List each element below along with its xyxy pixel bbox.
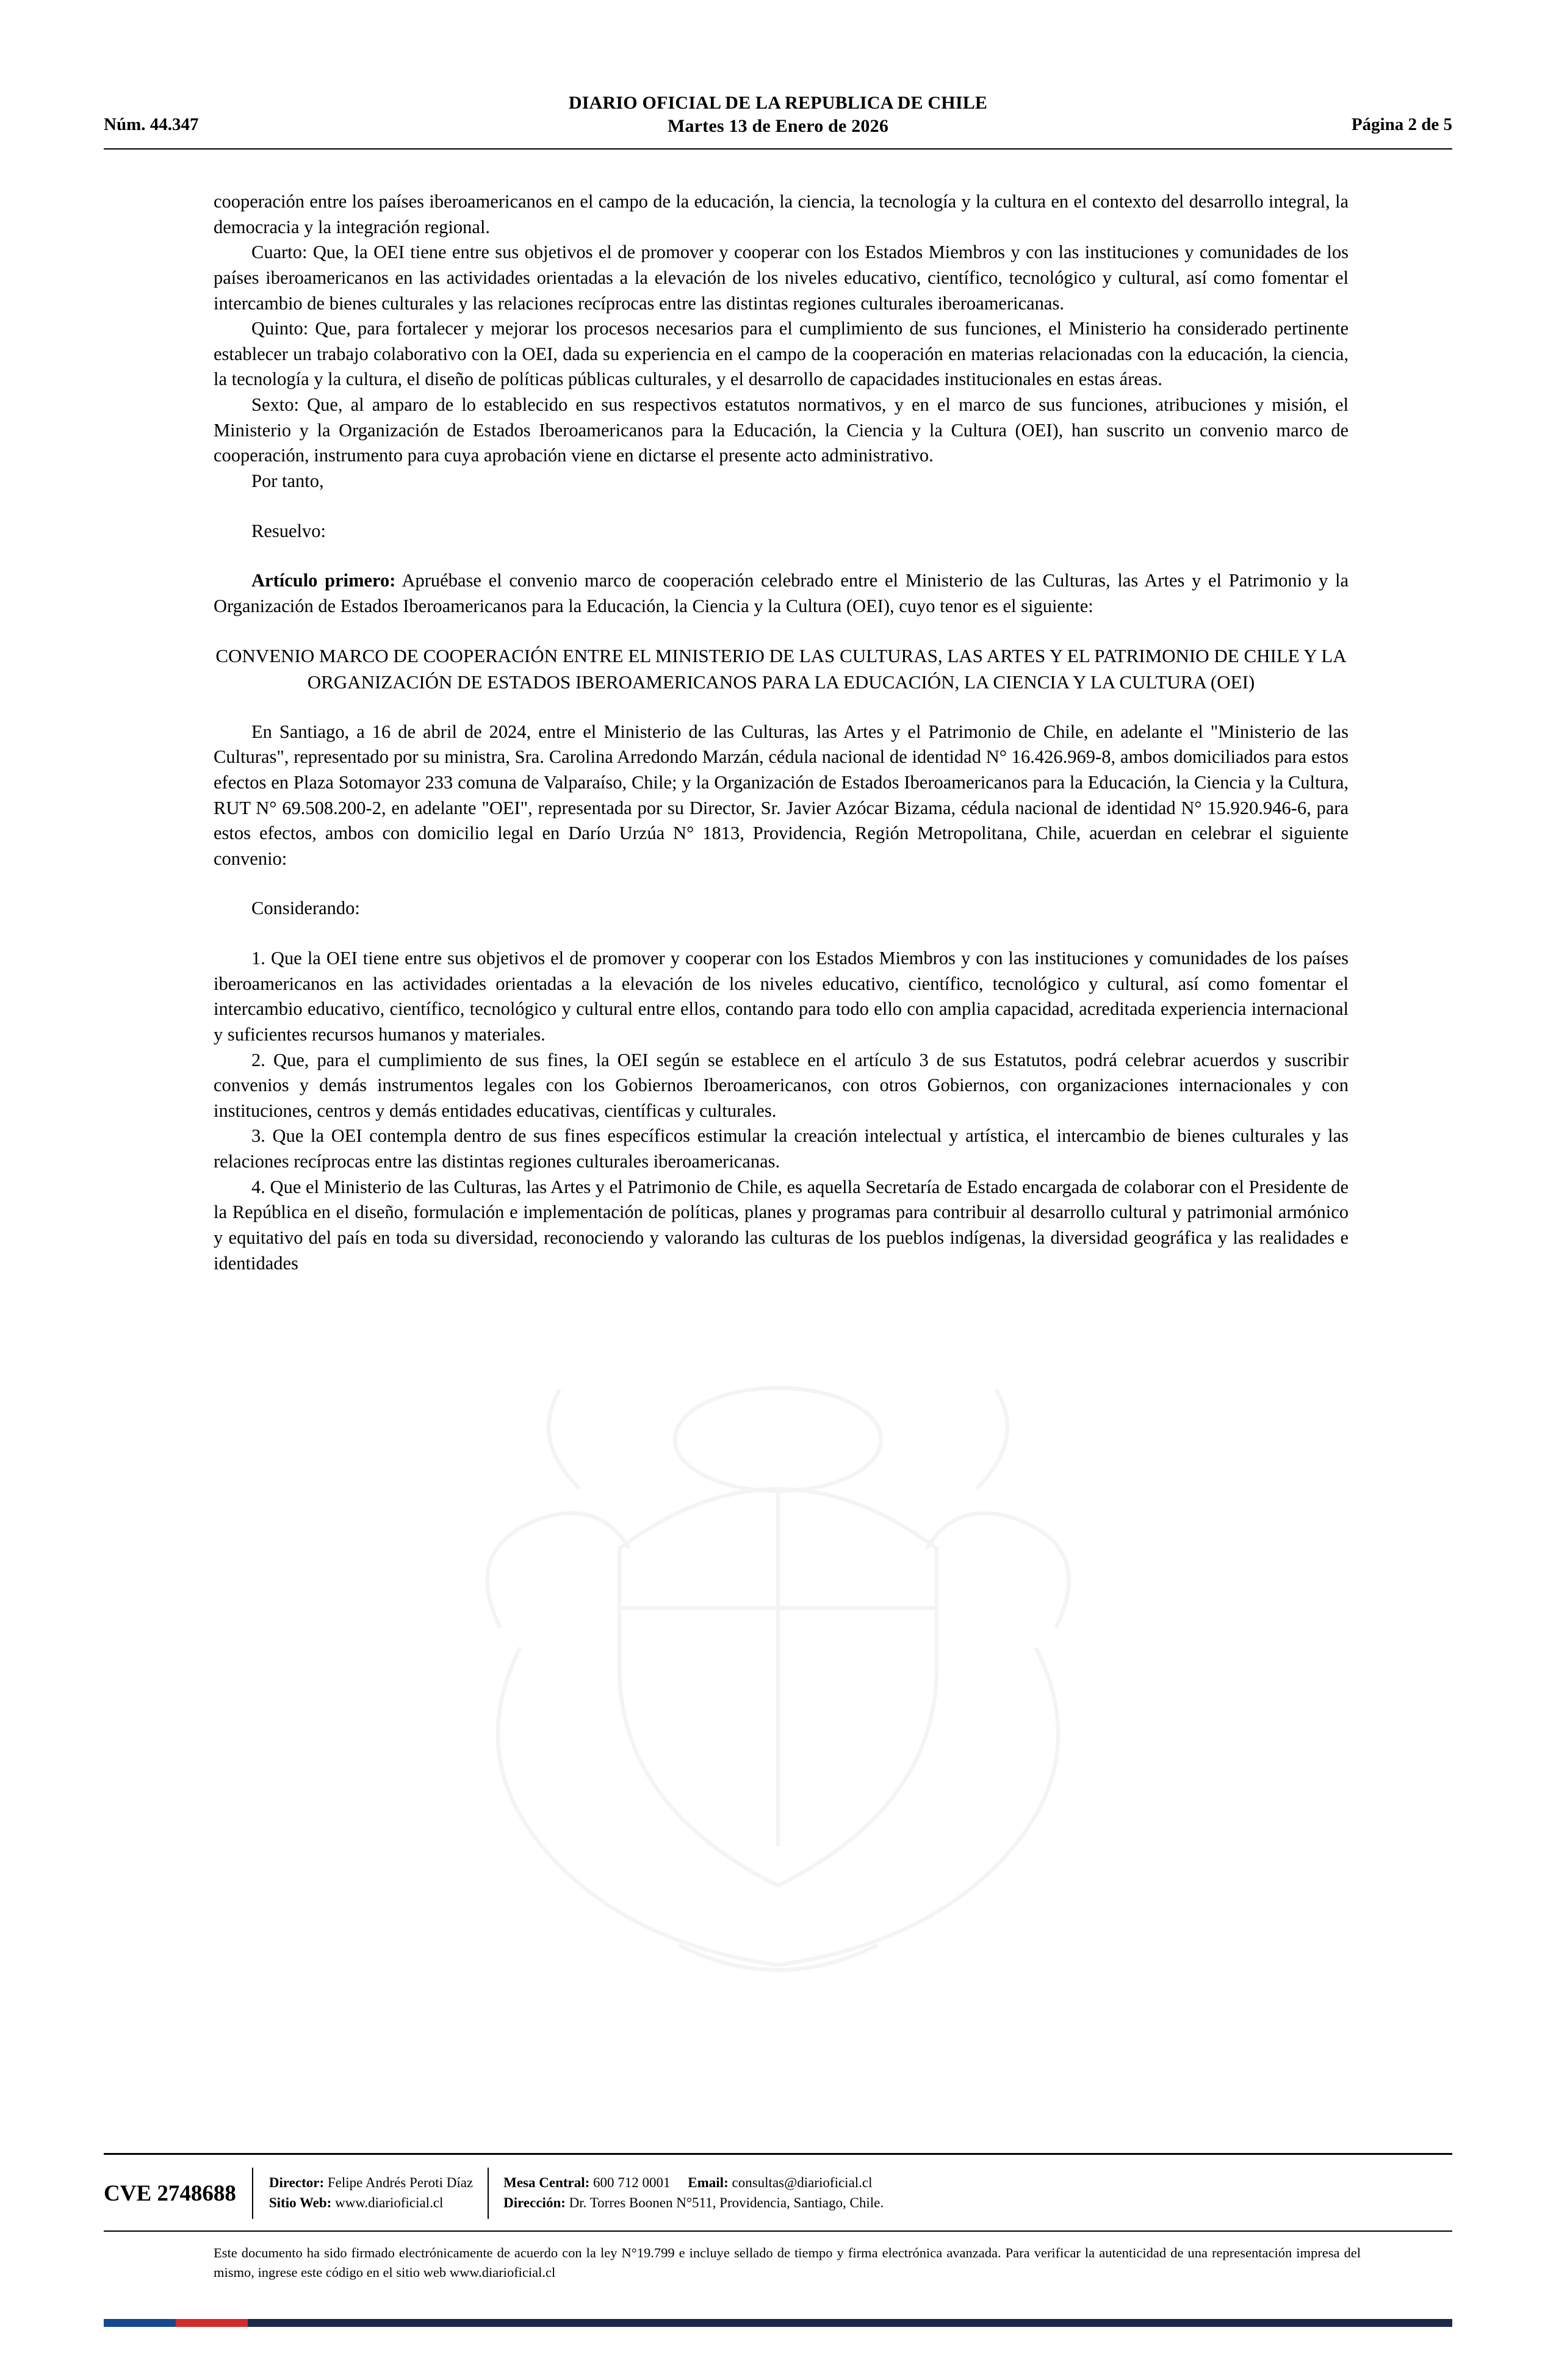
paragraph-sexto: Sexto: Que, al amparo de lo establecido en sus respectivos estatutos normativos, y en el marco de sus funciones, atribuciones y misión, el Ministerio y la Organización de Estados Iberoamericanos para la Educación, la Ciencia y la Cultura (OEI), han suscrito un convenio marco de cooperación, instrumento para cuya aprobación viene en dictarse el presente acto administrativo. [214,394,1349,466]
paragraph-resuelvo: Resuelvo: [251,520,326,541]
considerando-item-4: 4. Que el Ministerio de las Culturas, las Artes y el Patrimonio de Chile, es aquella Secretaría de Estado encargada de colaborar con el Presidente de la República en el diseño, formulación e implementación de políticas, planes y programas para contribuir al desarrollo cultural y patrimonial armónico y equitativo del país en toda su diversidad, reconociendo y valorando las culturas de los pueblos indígenas, la diversidad geográfica y las realidades e identidades [214,1176,1349,1274]
mesa-central-value: 600 712 0001 [589,2175,671,2191]
page-header [104,92,1452,135]
page-number: Página 2 de 5 [1351,115,1452,135]
paragraph-continuation: cooperación entre los países iberoamericanos en el campo de la educación, la ciencia, la tecnología y la cultura en el contexto del desarrollo integral, la democracia y la integración regional. [214,191,1349,237]
footer-director-line [269,2173,473,2193]
footer-divider-top [104,2153,1452,2155]
footer-direccion-line [503,2193,884,2213]
header-divider [104,148,1452,150]
email-label: Email: [688,2175,729,2191]
articulo-primero-label: Artículo primero: [251,570,396,591]
legal-notice: Este documento ha sido firmado electrónicamente de acuerdo con la ley N°19.799 e incluye sellado de tiempo y firma electrónica avanzada. Para verificar la autenticidad de una representación impresa del mismo, ingrese este código en el sitio web www.diarioficial.cl [214,2245,1361,2280]
footer-mesa-line [503,2173,884,2193]
publication-title: DIARIO OFICIAL DE LA REPUBLICA DE CHILE [568,93,988,113]
document-body [214,189,1349,1276]
director-value: Felipe Andrés Peroti Díaz [324,2175,474,2191]
flag-segment-blue [104,2319,176,2327]
footer-website-line [269,2193,473,2213]
email-value[interactable]: consultas@diarioficial.cl [728,2175,873,2191]
paragraph-en-santiago: En Santiago, a 16 de abril de 2024, entre el Ministerio de las Culturas, las Artes y el Patrimonio de Chile, en adelante el "Ministerio de las Culturas", representado por su ministra, Sra. Carolina Arredondo Marzán, cédula nacional de identidad N° 16.426.969-8, ambos domiciliados para estos efectos en Plaza Sotomayor 233 comuna de Valparaíso, Chile; y la Organización de Estados Iberoamericanos para la Educación, la Ciencia y la Cultura, RUT N° 69.508.200-2, en adelante "OEI", representada por su Director, Sr. Javier Azócar Bizama, cédula nacional de identidad N° 15.920.946-6, para estos efectos, ambos con domicilio legal en Darío Urzúa N° 1813, Providencia, Región Metropolitana, Chile, acuerdan en celebrar el siguiente convenio: [214,721,1349,869]
director-label: Director: [268,2175,325,2191]
footer-contact-left [253,2173,488,2213]
coat-of-arms-watermark [381,1251,1175,2044]
mesa-central-label: Mesa Central: [503,2175,590,2191]
page-footer [104,2165,1452,2221]
footer-divider-mid [104,2230,1452,2232]
website-value[interactable]: www.diarioficial.cl [331,2195,444,2210]
paragraph-quinto: Quinto: Que, para fortalecer y mejorar los procesos necesarios para el cumplimiento de sus funciones, el Ministerio ha considerado pertinente establecer un trabajo colaborativo con la OEI, dada su experiencia en el campo de la cooperación en materias relacionadas con la educación, la ciencia, la tecnología y la cultura, el diseño de políticas públicas culturales, y el desarrollo de capacidades institucionales en estas áreas. [214,318,1349,390]
articulo-primero-text: Apruébase el convenio marco de cooperación celebrado entre el Ministerio de las Culturas, las Artes y el Patrimonio y la Organización de Estados Iberoamericanos para la Educación, la Ciencia y la Cultura (OEI), cuyo tenor es el siguiente: [214,570,1349,616]
direccion-value: Dr. Torres Boonen N°511, Providencia, Santiago, Chile. [565,2195,884,2210]
website-label: Sitio Web: [268,2195,332,2210]
issue-number: Núm. 44.347 [104,115,199,135]
cve-code: CVE 2748688 [104,2180,236,2206]
articulo-primero [214,568,1349,619]
flag-segment-red [176,2319,248,2327]
direccion-label: Dirección: [503,2195,566,2210]
paragraph-cuarto: Cuarto: Que, la OEI tiene entre sus objetivos el de promover y cooperar con los Estados Miembros y con las instituciones y comunidades de los países iberoamericanos en las actividades orientadas a la elevación de los niveles educativo, científico, tecnológico y cultural, así como fomentar el intercambio de bienes culturales y las relaciones recíprocas entre las distintas regiones culturales iberoamericanas. [214,242,1349,314]
publication-date: Martes 13 de Enero de 2026 [667,116,889,137]
paragraph-por-tanto: Por tanto, [251,470,324,491]
paragraph-considerando: Considerando: [251,898,360,919]
flag-segment-dark [248,2319,1452,2327]
considerando-item-1: 1. Que la OEI tiene entre sus objetivos el de promover y cooperar con los Estados Miembros y con las instituciones y comunidades de los países iberoamericanos en las actividades orientadas a la elevación de los niveles educativo, científico, tecnológico y cultural, así como fomentar el intercambio educativo, científico, tecnológico y cultural entre ellos, contando para todo ello con amplia capacidad, acreditada experiencia internacional y suficientes recursos humanos y materiales. [214,948,1349,1045]
convenio-title: CONVENIO MARCO DE COOPERACIÓN ENTRE EL MINISTERIO DE LAS CULTURAS, LAS ARTES Y EL PATRIMONIO DE CHILE Y LA ORGANIZACIÓN DE ESTADOS IBEROAMERICANOS PARA LA EDUCACIÓN, LA CIENCIA Y LA CULTURA (OEI) [215,645,1347,693]
footer-contact-right [489,2173,898,2213]
flag-bar [104,2319,1452,2327]
considerando-item-3: 3. Que la OEI contempla dentro de sus fines específicos estimular la creación intelectual y artística, el intercambio de bienes culturales y las relaciones recíprocas entre las distintas regiones culturales iberoamericanas. [214,1125,1349,1172]
considerando-item-2: 2. Que, para el cumplimiento de sus fines, la OEI según se establece en el artículo 3 de sus Estatutos, podrá celebrar acuerdos y suscribir convenios y demás instrumentos legales con los Gobiernos Iberoamericanos, con otros Gobiernos, con organizaciones internacionales y con instituciones, centros y demás entidades educativas, científicas y culturales. [214,1049,1349,1121]
